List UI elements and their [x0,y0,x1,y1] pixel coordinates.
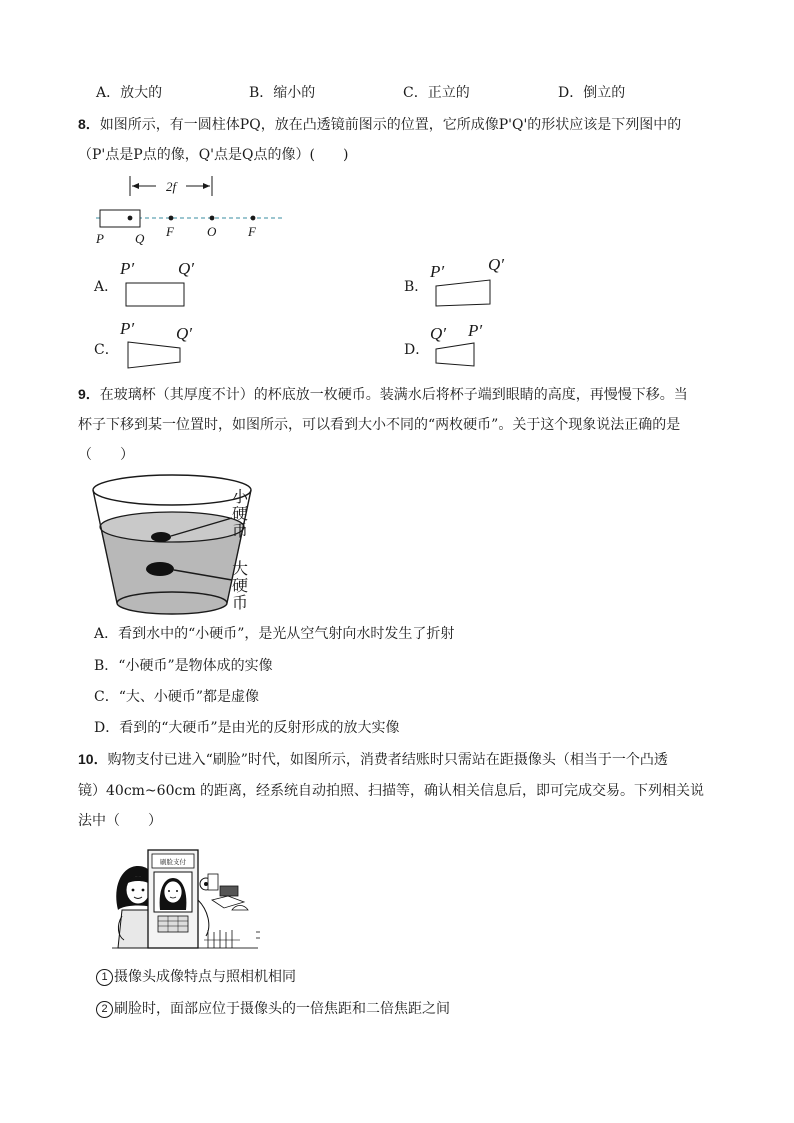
q8-point-o [210,216,215,221]
q8-b-label-q: Q′ [488,255,504,274]
q8-a-label-p: P′ [120,259,135,278]
q9-small-coin-label [232,488,248,539]
q9-small-char-3: 币 [232,521,249,540]
q8-label-f2: F [248,224,256,239]
q9-option-a: A．看到水中的“小硬币”，是光从空气射向水时发生了折射 [94,626,455,642]
q8-point-f2 [251,216,256,221]
q10-text2: 镜）40cm~60cm 的距离，经系统自动拍照、扫描等，确认相关信息后，即可完成交易。下列相关说 [78,783,705,799]
q7-option-c: C．正立的 [403,85,470,101]
q9-option-d: D．看到的“大硬币”是由光的反射形成的放大实像 [94,720,400,736]
q9-text3: （ ） [78,447,134,463]
q8-option-b-figure [428,254,522,312]
q8-point-f1 [169,216,174,221]
q10-text3: 法中（ ） [78,813,162,829]
q8-label-o: O [207,224,217,239]
q9-glass-rim [93,475,251,505]
q10-kiosk-keypad [158,916,188,932]
q9-stem-line1 [78,384,688,404]
q8-b-label-p: P′ [430,262,445,281]
q8-lens-diagram [90,172,290,248]
q7-option-a: A．放大的 [96,85,163,101]
q10-stem-line1 [78,749,668,769]
q10-statement-1-text: 摄像头成像特点与照相机相同 [114,969,296,985]
q8-d-shape [436,343,474,366]
q8-option-b-letter: B． [404,279,429,295]
q8-cylinder-pq [100,210,140,227]
q8-label-f1: F [166,224,174,239]
q8-point-q [128,216,133,221]
q9-big-coin-label [232,560,248,611]
q9-text1: 在玻璃杯（其厚度不计）的杯底放一枚硬币。装满水后将杯子端到眼睛的高度，再慢慢下移。当 [99,387,688,403]
q9-big-char-3: 币 [232,593,249,612]
q8-number: 8． [78,116,100,132]
q9-text2: 杯子下移到某一位置时，如图所示，可以看到大小不同的“两枚硬币”。关于这个现象说法正确的是 [78,417,681,433]
q8-a-shape [126,283,184,306]
q9-big-char-2: 硬 [232,576,249,595]
q10-stem-line2 [78,780,704,800]
q9-option-b: B．“小硬币”是物体成的实像 [94,658,273,674]
q9-stem-line3 [78,444,134,464]
q8-option-a-letter: A． [94,279,119,295]
q8-stem-line2 [78,144,348,164]
q8-c-label-p: P′ [120,319,135,338]
q9-small-coin [151,532,171,542]
q9-small-char-1: 小 [232,487,249,506]
q8-label-p: P [96,231,104,246]
q8-a-label-q: Q′ [178,259,194,278]
q8-option-a-figure [118,256,208,310]
q9-water-surface [100,512,244,542]
q8-option-d-letter: D． [404,342,430,358]
q10-statement-1-mark: 1 [96,969,113,986]
q9-big-coin [146,562,174,576]
q10-text1: 购物支付已进入“刷脸”时代，如图所示，消费者结账时只需站在距摄像头（相当于一个凸透 [107,752,668,768]
q7-option-b: B．缩小的 [249,85,316,101]
q8-label-q: Q [135,231,145,246]
q7-option-d: D．倒立的 [558,85,626,101]
q10-kiosk-sign-text: 刷脸支付 [160,858,186,866]
q8-text1: 如图所示，有一圆柱体PQ，放在凸透镜前图示的位置，它所成像P'Q'的形状应该是下列图中的 [99,117,682,133]
q8-c-shape [128,342,180,368]
q9-big-char-1: 大 [232,559,249,578]
q10-statement-2-mark: 2 [96,1001,113,1018]
q8-b-shape [436,280,490,306]
q8-c-label-q: Q′ [176,324,192,343]
q8-stem-line1 [78,114,681,134]
q9-stem-line2 [78,414,680,434]
q8-text2: （P'点是P点的像，Q'点是Q点的像）( ) [78,147,349,163]
q8-dim-2f: 2f [165,179,177,194]
q8-option-c-figure [118,318,208,372]
q9-small-char-2: 硬 [232,504,249,523]
q9-number: 9． [78,386,100,402]
q9-option-c: C．“大、小硬币”都是虚像 [94,689,260,705]
q8-option-c-letter: C． [94,342,119,358]
q10-statement-2-text: 刷脸时，面部应位于摄像头的一倍焦距和二倍焦距之间 [114,1001,450,1017]
q8-d-label-q: Q′ [430,324,446,343]
q10-statement-2 [96,998,450,1018]
q8-d-label-p: P′ [468,321,483,340]
q8-option-d-figure [428,320,498,370]
q10-statement-1 [96,966,296,986]
q10-number: 10． [78,751,108,767]
q7-options [0,82,794,102]
q10-stem-line3 [78,810,162,830]
q10-face-pay-illustration [108,840,268,958]
